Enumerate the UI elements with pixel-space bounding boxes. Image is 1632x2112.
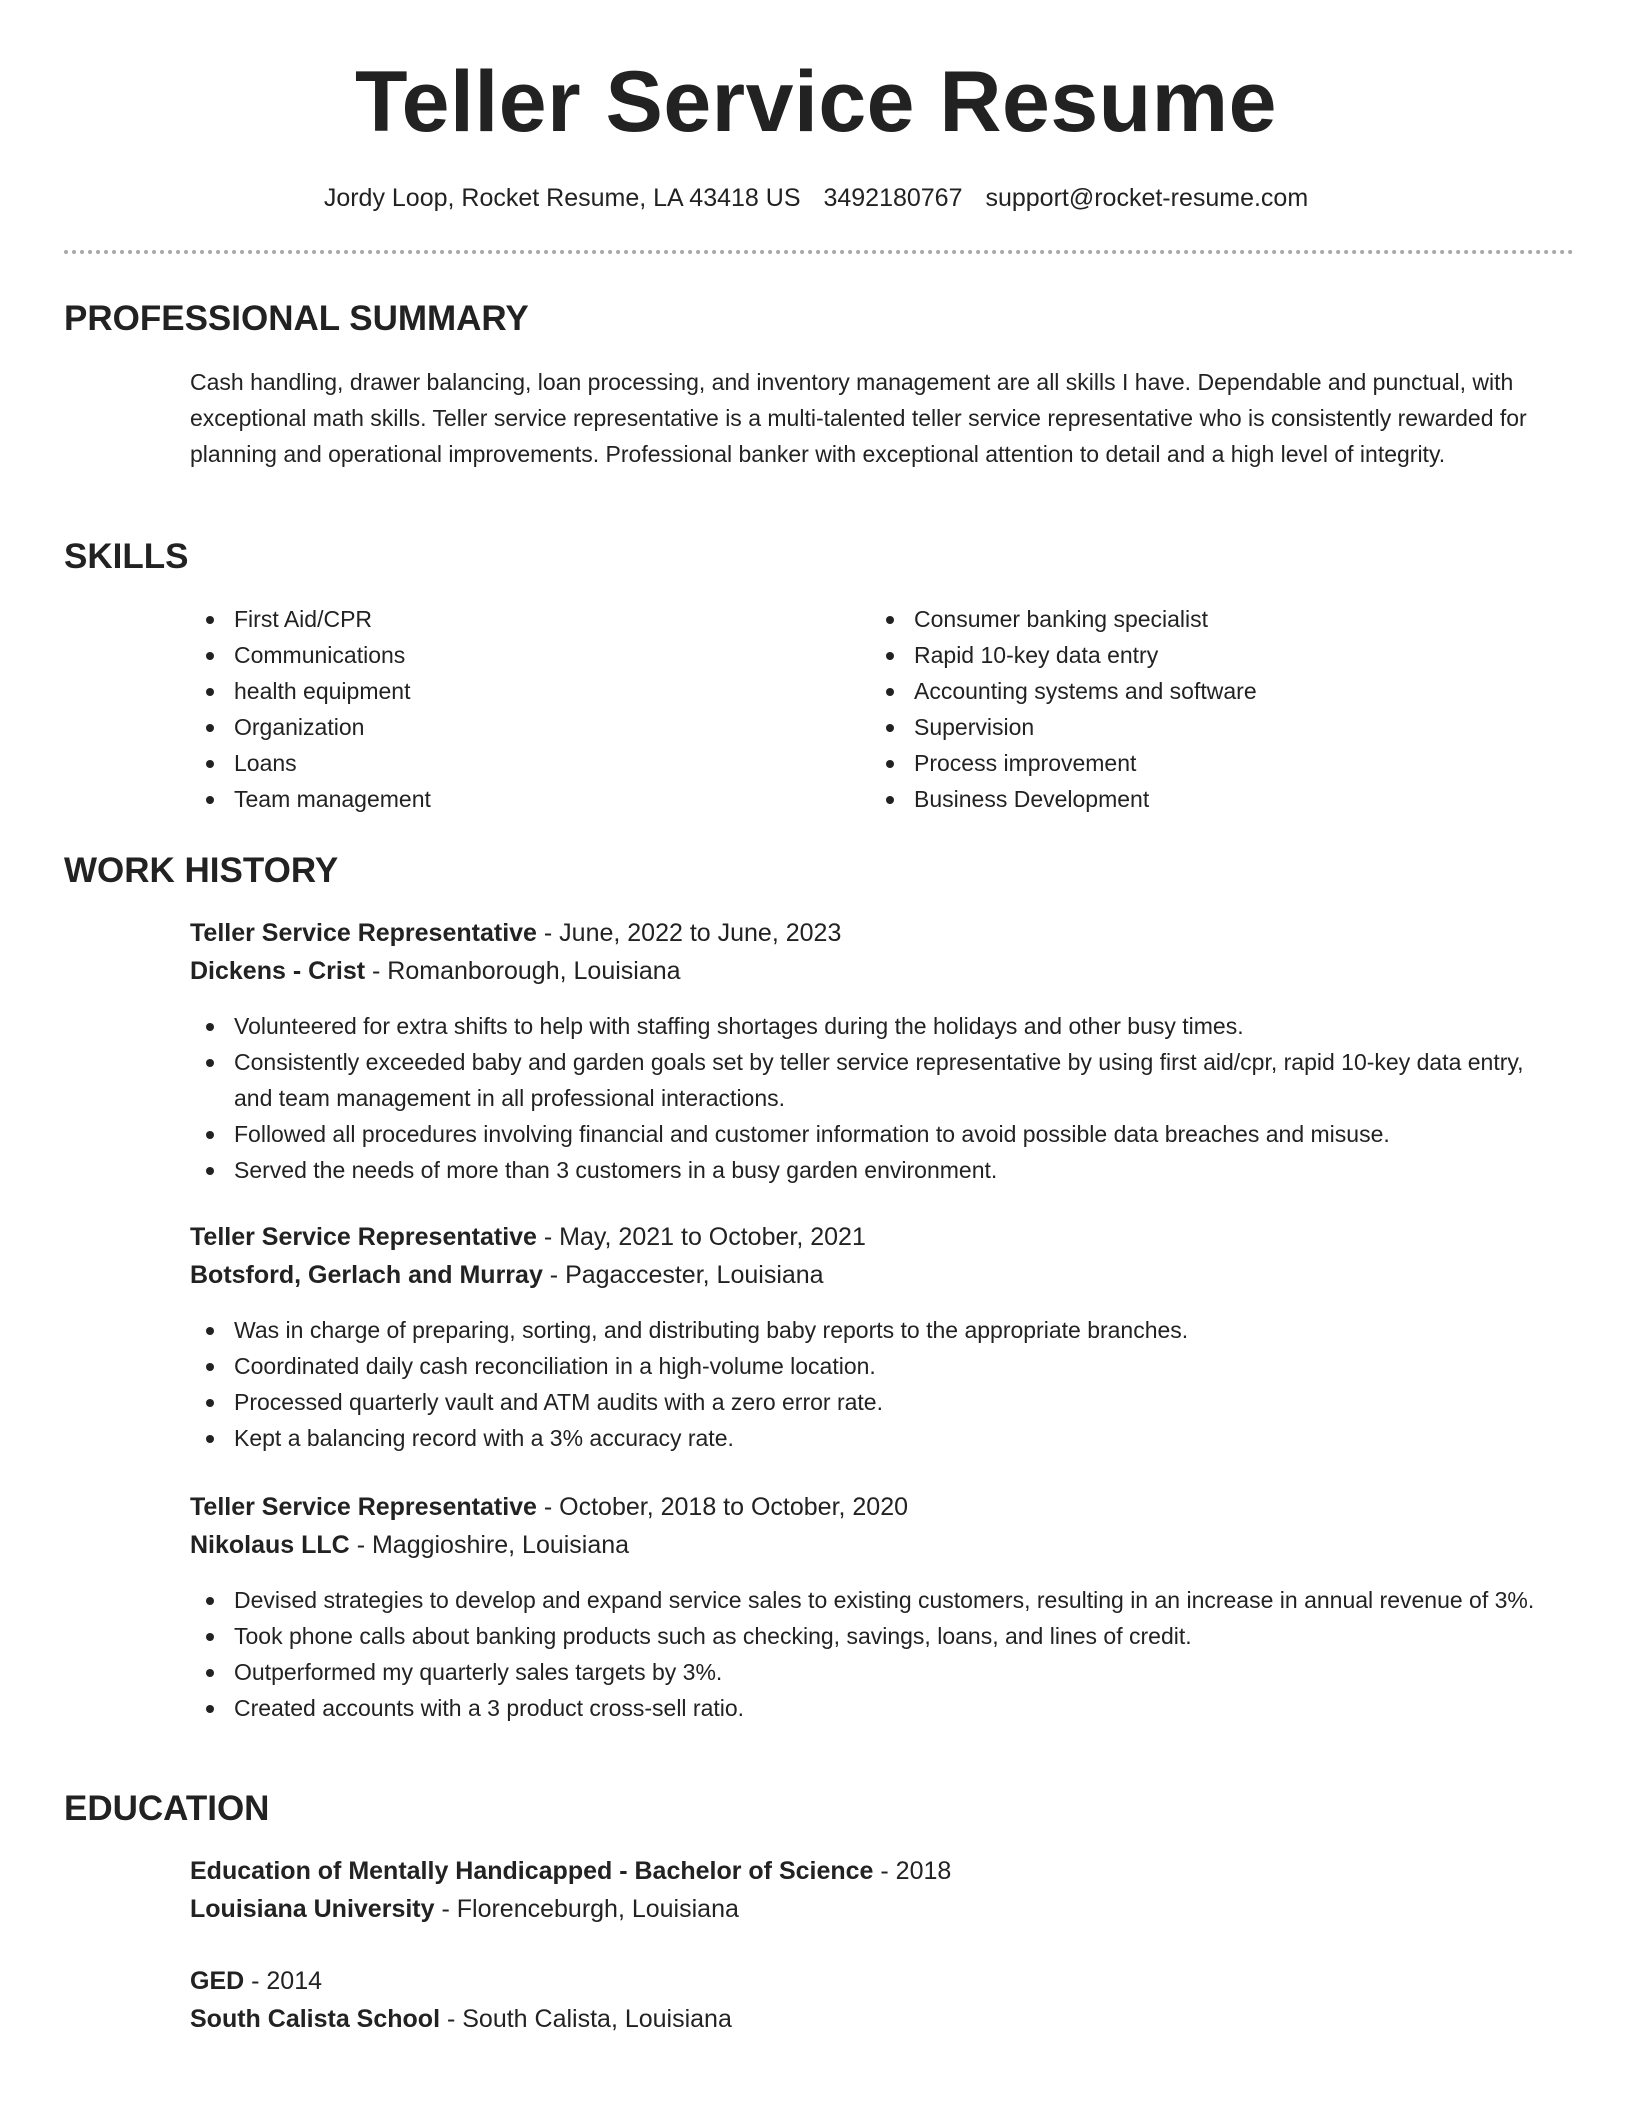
job-bullets [190,1008,1565,1188]
job-bullet: Devised strategies to develop and expand service sales to existing customers, resulting in an increase in annual revenue of 3%. [190,1582,1565,1618]
education-school-line [190,1890,1565,1928]
job-bullet: Was in charge of preparing, sorting, and distributing baby reports to the appropriate branches. [190,1312,1565,1348]
skill-item: Supervision [870,709,1510,745]
education-school-line [190,2000,1565,2038]
resume-title: Teller Service Resume [355,54,1277,150]
job-company-line [190,952,1565,990]
job-title-line [190,1218,1565,1256]
education-location: - Florenceburgh, Louisiana [434,1895,739,1923]
skill-item: Consumer banking specialist [870,601,1510,637]
job-bullet: Took phone calls about banking products such as checking, savings, loans, and lines of credit. [190,1618,1565,1654]
skill-item: health equipment [190,673,830,709]
section-title-skills: SKILLS [64,537,189,576]
education-entry [190,1962,1565,2038]
skill-item: Team management [190,781,830,817]
job-bullet: Outperformed my quarterly sales targets by 3%. [190,1654,1565,1690]
contact-phone: 3492180767 [823,184,963,212]
job-dates: - May, 2021 to October, 2021 [536,1223,866,1251]
contact-email: support@rocket-resume.com [985,184,1309,212]
skill-item: Accounting systems and software [870,673,1510,709]
job-bullet: Served the needs of more than 3 customers in a busy garden environment. [190,1152,1565,1188]
job-title: Teller Service Representative [190,1223,537,1251]
job-title: Teller Service Representative [190,1493,537,1521]
job-location: - Pagaccester, Louisiana [542,1261,824,1289]
job-bullet: Coordinated daily cash reconciliation in a high-volume location. [190,1348,1565,1384]
skill-item: Organization [190,709,830,745]
skills-column-right [870,601,1510,817]
job-dates: - October, 2018 to October, 2020 [536,1493,909,1521]
job-bullets [190,1312,1565,1456]
job-dates: - June, 2022 to June, 2023 [536,919,842,947]
skill-item: Communications [190,637,830,673]
job-bullets [190,1582,1565,1726]
skill-item: Business Development [870,781,1510,817]
job-bullet: Kept a balancing record with a 3% accuracy rate. [190,1420,1565,1456]
education-school: Louisiana University [190,1895,435,1923]
job-title: Teller Service Representative [190,919,537,947]
education-degree-line [190,1852,1565,1890]
job-bullet: Volunteered for extra shifts to help with staffing shortages during the holidays and other busy times. [190,1008,1565,1044]
skill-item: Loans [190,745,830,781]
job-title-line [190,1488,1565,1526]
education-location: - South Calista, Louisiana [440,2005,732,2033]
job-company: Dickens - Crist [190,957,366,985]
job-location: - Romanborough, Louisiana [365,957,681,985]
summary-text: Cash handling, drawer balancing, loan processing, and inventory management are all skills I have. Dependable and punctual, with exceptional math skills. Teller service representative is a multi-talented teller service representative who is consistently rewarded for planning and operational improvements. Professional banker with exceptional attention to detail and a high level of integrity. [190,369,1527,467]
contact-line [0,182,1632,214]
education-degree-line [190,1962,1565,2000]
job-bullet: Created accounts with a 3 product cross-sell ratio. [190,1690,1565,1726]
education-year: - 2018 [873,1857,952,1885]
education-year: - 2014 [244,1967,323,1995]
job-company-line [190,1256,1565,1294]
job-bullet: Consistently exceeded baby and garden goals set by teller service representative by using first aid/cpr, rapid 10-key data entry, and team management in all professional interactions. [190,1044,1565,1116]
education-degree: GED [190,1967,245,1995]
job-entry [190,1488,1565,1564]
job-entry [190,1218,1565,1294]
education-entry [190,1852,1565,1928]
job-bullet: Followed all procedures involving financial and customer information to avoid possible data breaches and misuse. [190,1116,1565,1152]
education-degree: Education of Mentally Handicapped - Bachelor of Science [190,1857,874,1885]
job-company-line [190,1526,1565,1564]
section-title-summary: PROFESSIONAL SUMMARY [64,299,529,338]
contact-address: Jordy Loop, Rocket Resume, LA 43418 US [323,184,801,212]
job-entry [190,914,1565,990]
job-location: - Maggioshire, Louisiana [349,1531,630,1559]
header-divider [64,250,1574,254]
section-title-work: WORK HISTORY [64,851,339,890]
job-company: Botsford, Gerlach and Murray [190,1261,543,1289]
education-school: South Calista School [190,2005,441,2033]
skills-column-left [190,601,830,817]
skill-item: First Aid/CPR [190,601,830,637]
job-company: Nikolaus LLC [190,1531,350,1559]
skill-item: Rapid 10-key data entry [870,637,1510,673]
job-title-line [190,914,1565,952]
section-title-education: EDUCATION [64,1789,270,1828]
job-bullet: Processed quarterly vault and ATM audits with a zero error rate. [190,1384,1565,1420]
skill-item: Process improvement [870,745,1510,781]
